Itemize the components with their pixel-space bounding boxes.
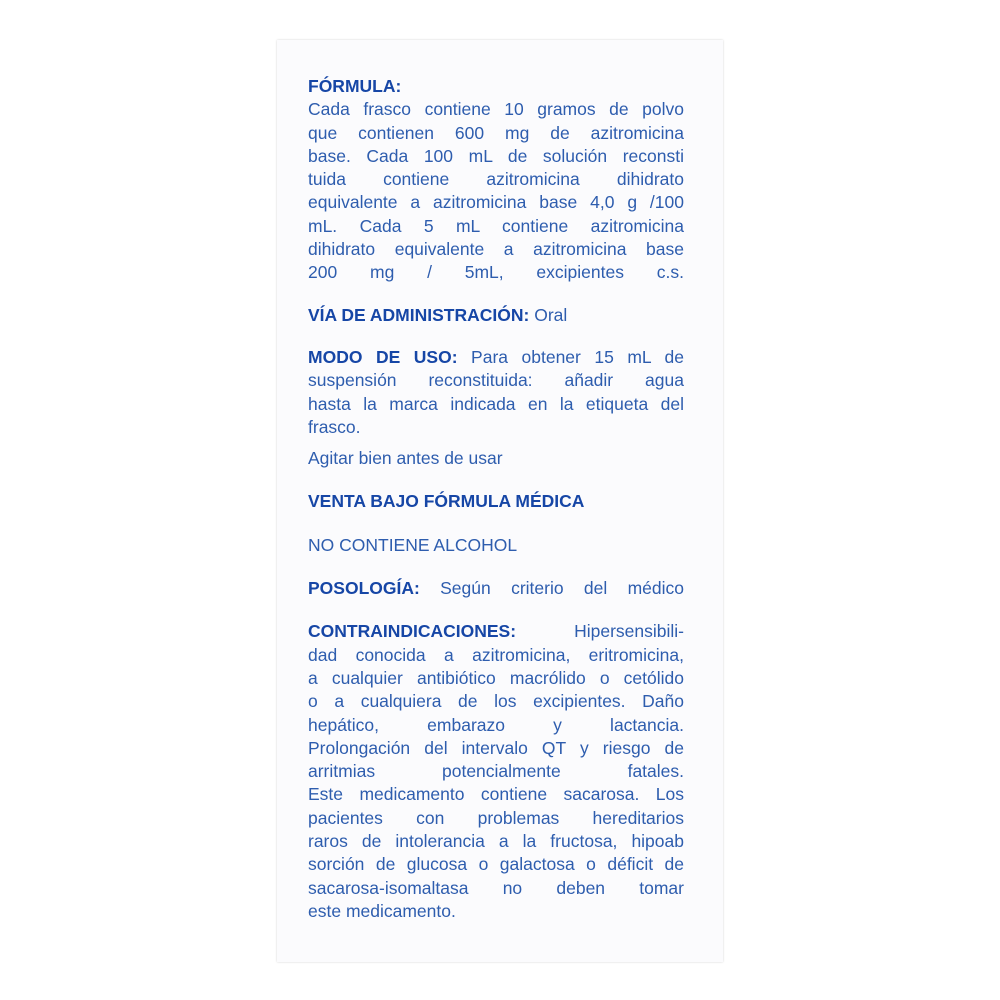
modo-line: suspensión reconstituida: añadir agua [308, 370, 684, 391]
modo-first-line [308, 346, 684, 369]
contra-line: raros de intolerancia a la fructosa, hipoab [308, 831, 684, 852]
contra-line: Prolongación del intervalo QT y riesgo de [308, 737, 684, 758]
modo-line-last: frasco. [308, 416, 361, 437]
formula-line: base. Cada 100 mL de solución reconsti [308, 145, 684, 166]
contra-line: arritmias potencialmente fatales. [308, 761, 684, 782]
via-value: Oral [529, 304, 568, 325]
contra-line: sacarosa-isomaltasa no deben tomar [308, 877, 684, 898]
contra-line: dad conocida a azitromicina, eritromicina, [308, 644, 684, 665]
formula-line: mL. Cada 5 mL contiene azitromicina [308, 215, 684, 236]
contra-line: a cualquier antibiótico macrólido o cetólido [308, 667, 684, 688]
formula-heading: FÓRMULA: [308, 76, 402, 96]
modo-heading: MODO DE USO: [308, 346, 458, 367]
contra-line: Este medicamento contiene sacarosa. Los [308, 784, 684, 805]
modo-line: hasta la marca indicada en la etiqueta del [308, 393, 684, 414]
via-heading: VÍA DE ADMINISTRACIÓN: [308, 304, 530, 325]
posologia-value: Según criterio del médico [419, 578, 684, 599]
via-section [308, 304, 684, 327]
contra-first-line [308, 620, 684, 643]
posologia-section [308, 577, 684, 600]
agitar-text: Agitar bien antes de usar [308, 448, 503, 469]
formula-line: que contienen 600 mg de azitromicina [308, 122, 684, 143]
alcohol-text: NO CONTIENE ALCOHOL [308, 534, 518, 555]
modo-section [308, 346, 684, 439]
posologia-heading: POSOLOGÍA: [308, 578, 420, 599]
contra-line: sorción de glucosa o galactosa o déficit de [308, 854, 684, 875]
contra-heading: CONTRAINDICACIONES: [308, 621, 517, 642]
venta-text: VENTA BAJO FÓRMULA MÉDICA [308, 491, 585, 512]
formula-line: 200 mg / 5mL, excipientes c.s. [308, 262, 684, 283]
contra-line1: Hipersensibili- [516, 621, 684, 642]
formula-line: Cada frasco contiene 10 gramos de polvo [308, 99, 684, 120]
contra-line: pacientes con problemas hereditarios [308, 807, 684, 828]
formula-line: tuida contiene azitromicina dihidrato [308, 169, 684, 190]
contra-section [308, 620, 684, 923]
contra-line-last: este medicamento. [308, 900, 456, 921]
modo-line1: Para obtener 15 mL de [457, 346, 684, 367]
label-text [308, 75, 684, 923]
formula-line: dihidrato equivalente a azitromicina base [308, 239, 684, 260]
contra-line: o a cualquiera de los excipientes. Daño [308, 691, 684, 712]
formula-section [308, 75, 684, 285]
formula-line: equivalente a azitromicina base 4,0 g /100 [308, 192, 684, 213]
contra-line: hepático, embarazo y lactancia. [308, 714, 684, 735]
